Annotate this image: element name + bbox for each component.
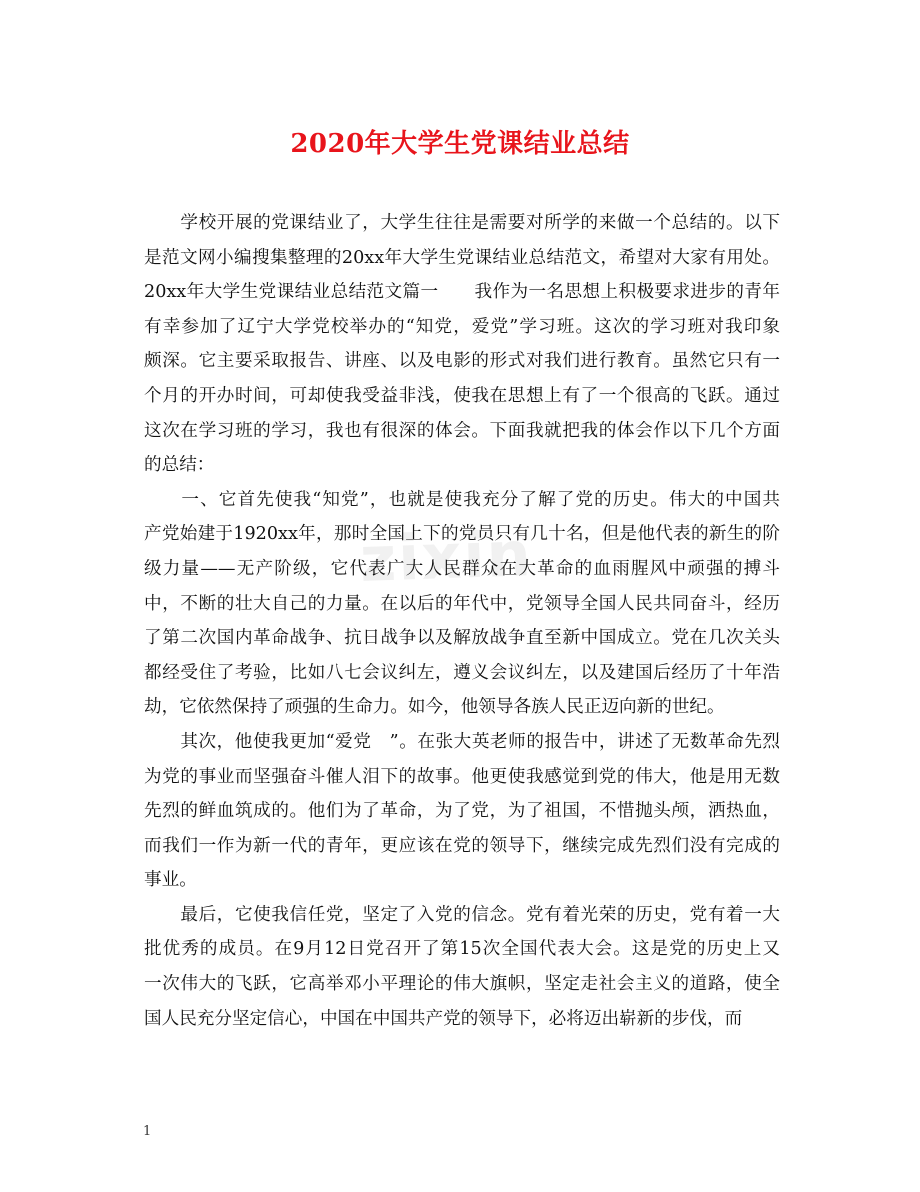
body-line: 颇深。它主要采取报告、讲座、以及电影的形式对我们进行教育。虽然它只有一 bbox=[144, 351, 780, 372]
body-line: 国人民充分坚定信心，中国在中国共产党的领导下，必将迈出崭新的步伐，而 bbox=[144, 1008, 743, 1029]
body-line: 个月的开办时间，可却使我受益非浅，使我在思想上有了一个很高的飞跃。通过 bbox=[144, 385, 780, 406]
body-line: 这次在学习班的学习，我也有很深的体会。下面我就把我的体会作以下几个方面 bbox=[144, 420, 780, 441]
body-line: 中，不断的壮大自己的力量。在以后的年代中，党领导全国人民共同奋斗，经历 bbox=[144, 593, 780, 614]
body-line: 一次伟大的飞跃，它高举邓小平理论的伟大旗帜，坚定走社会主义的道路，使全 bbox=[144, 974, 780, 995]
body-line: 级力量——无产阶级，它代表广大人民群众在大革命的血雨腥风中顽强的搏斗 bbox=[144, 558, 780, 579]
body-line: 20xx年大学生党课结业总结范文篇一 我作为一名思想上积极要求进步的青年 bbox=[144, 282, 780, 303]
body-line: 事业。 bbox=[144, 870, 197, 891]
page-number: 1 bbox=[143, 1124, 152, 1139]
body-line: 有幸参加了辽宁大学党校举办的“知党，爱党”学习班。这次的学习班对我印象 bbox=[144, 316, 780, 337]
body-line: 先烈的鲜血筑成的。他们为了革命，为了党，为了祖国，不惜抛头颅，洒热血， bbox=[144, 801, 780, 822]
body-line: 其次，他使我更加“爱党 ”。在张大英老师的报告中，讲述了无数革命先烈 bbox=[144, 731, 780, 752]
body-line: 一、它首先使我“知党”，也就是使我充分了解了党的历史。伟大的中国共 bbox=[144, 489, 780, 510]
body-line: 劫，它依然保持了顽强的生命力。如今，他领导各族人民正迈向新的世纪。 bbox=[144, 697, 725, 718]
body-line: 批优秀的成员。在9月12日党召开了第15次全国代表大会。这是党的历史上又 bbox=[144, 939, 780, 960]
document-body bbox=[144, 206, 780, 1036]
body-line: 为党的事业而坚强奋斗催人泪下的故事。他更使我感觉到党的伟大，他是用无数 bbox=[144, 766, 780, 787]
watermark-logo: zixin bbox=[358, 517, 534, 596]
body-line: 最后，它使我信任党，坚定了入党的信念。党有着光荣的历史，党有着一大 bbox=[144, 904, 780, 925]
body-line: 都经受住了考验，比如八七会议纠左，遵义会议纠左，以及建国后经历了十年浩 bbox=[144, 662, 780, 683]
body-line: 而我们一作为新一代的青年，更应该在党的领导下，继续完成先烈们没有完成的 bbox=[144, 835, 780, 856]
body-line: 是范文网小编搜集整理的20xx年大学生党课结业总结范文，希望对大家有用处。 bbox=[144, 247, 780, 268]
body-line: 的总结： bbox=[144, 455, 215, 476]
body-line: 产党始建于1920xx年，那时全国上下的党员只有几十名，但是他代表的新生的阶 bbox=[144, 524, 780, 545]
document-title: 2020年大学生党课结业总结 bbox=[290, 129, 630, 159]
body-line: 学校开展的党课结业了，大学生往往是需要对所学的来做一个总结的。以下 bbox=[144, 213, 780, 233]
body-line: 了第二次国内革命战争、抗日战争以及解放战争直至新中国成立。党在几次关头 bbox=[144, 628, 780, 649]
